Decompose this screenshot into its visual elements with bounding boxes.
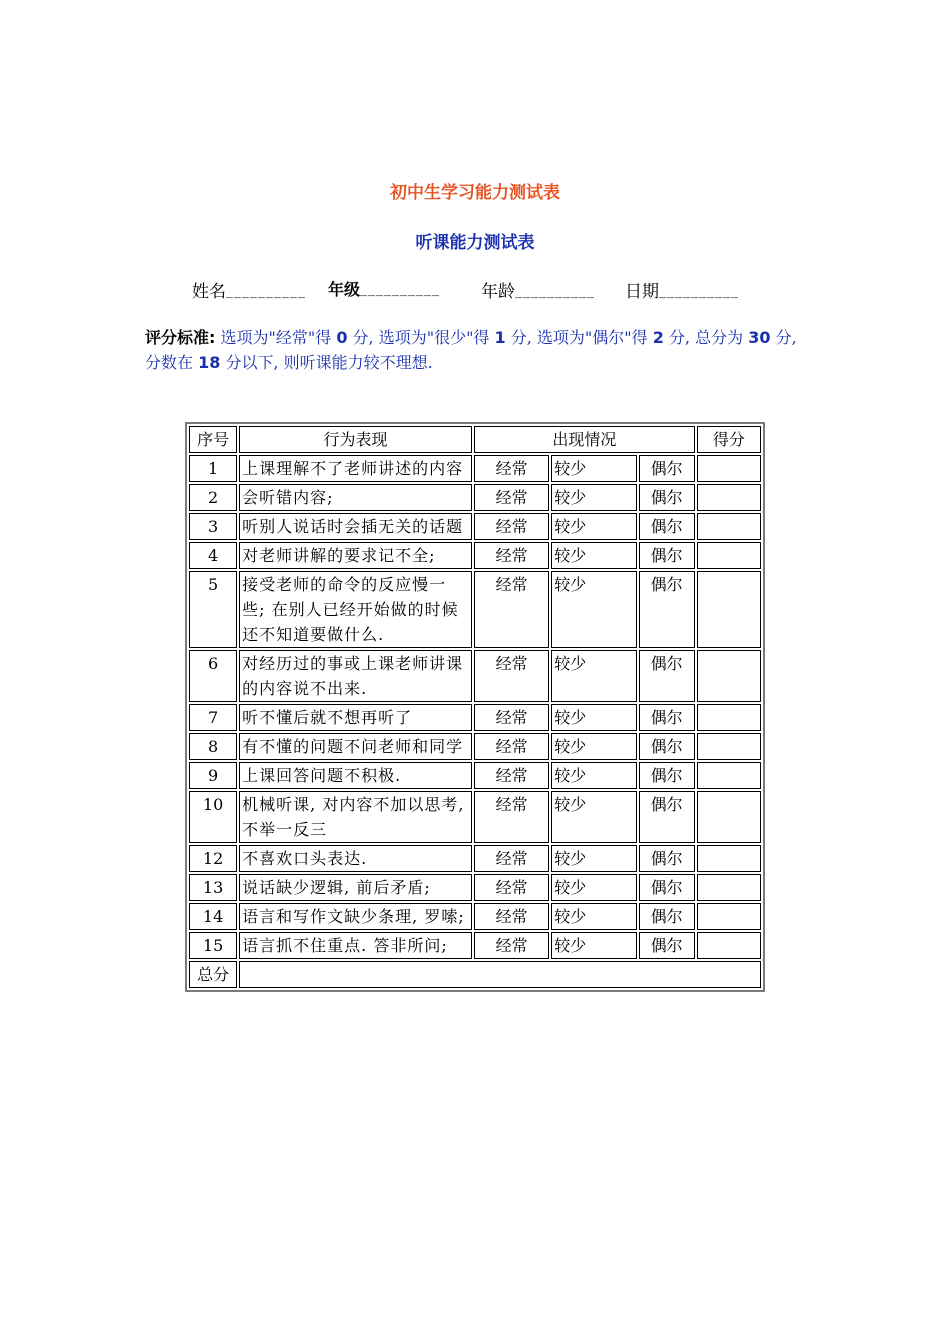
option-often: 经常: [474, 874, 549, 901]
header-occurrence: 出现情况: [474, 426, 695, 453]
row-number: 5: [189, 571, 237, 648]
row-score-cell[interactable]: [697, 845, 761, 872]
row-number: 14: [189, 903, 237, 930]
grade-label: 年级: [328, 280, 361, 299]
header-score: 得分: [697, 426, 761, 453]
option-occasionally: 偶尔: [639, 733, 695, 760]
table-header-row: [189, 426, 761, 453]
option-rarely: 较少: [551, 791, 636, 843]
name-label: 姓名: [192, 282, 226, 302]
option-occasionally: 偶尔: [639, 874, 695, 901]
total-row: [189, 961, 761, 988]
row-behavior: 机械听课, 对内容不加以思考, 不举一反三: [239, 791, 472, 843]
table-row: [189, 762, 761, 789]
option-rarely: 较少: [551, 704, 636, 731]
row-score-cell[interactable]: [697, 874, 761, 901]
table-row: [189, 903, 761, 930]
row-behavior: 对老师讲解的要求记不全;: [239, 542, 472, 569]
option-often: 经常: [474, 932, 549, 959]
sub-title: 听课能力测试表: [415, 233, 535, 253]
option-occasionally: 偶尔: [639, 571, 695, 648]
row-behavior: 上课回答问题不积极.: [239, 762, 472, 789]
criteria-number: 18: [198, 353, 221, 372]
date-label: 日期: [625, 282, 659, 302]
option-often: 经常: [474, 845, 549, 872]
table-row: [189, 791, 761, 843]
row-score-cell[interactable]: [697, 791, 761, 843]
criteria-text: 分, 选项为"偶尔"得: [505, 328, 653, 347]
option-often: 经常: [474, 733, 549, 760]
option-occasionally: 偶尔: [639, 513, 695, 540]
row-score-cell[interactable]: [697, 932, 761, 959]
grade-field: [328, 277, 440, 300]
criteria-label: 评分标准:: [145, 328, 216, 347]
row-number: 4: [189, 542, 237, 569]
table-row: [189, 932, 761, 959]
row-number: 13: [189, 874, 237, 901]
option-rarely: 较少: [551, 903, 636, 930]
name-blank: __________: [226, 283, 306, 299]
option-occasionally: 偶尔: [639, 791, 695, 843]
option-occasionally: 偶尔: [639, 932, 695, 959]
age-blank: __________: [515, 283, 595, 299]
criteria-text: 分, 分数在: [145, 328, 797, 372]
table-row: [189, 455, 761, 482]
option-often: 经常: [474, 571, 549, 648]
date-field: [625, 277, 739, 302]
row-number: 8: [189, 733, 237, 760]
header-behavior: 行为表现: [239, 426, 472, 453]
row-score-cell[interactable]: [697, 650, 761, 702]
criteria-text: 分, 选项为"很少"得: [347, 328, 495, 347]
option-occasionally: 偶尔: [639, 845, 695, 872]
option-often: 经常: [474, 762, 549, 789]
row-behavior: 说话缺少逻辑, 前后矛盾;: [239, 874, 472, 901]
main-title: 初中生学习能力测试表: [390, 183, 560, 203]
option-occasionally: 偶尔: [639, 704, 695, 731]
row-score-cell[interactable]: [697, 484, 761, 511]
table-row: [189, 513, 761, 540]
row-behavior: 接受老师的命令的反应慢一些; 在别人已经开始做的时候还不知道要做什么.: [239, 571, 472, 648]
row-behavior: 会听错内容;: [239, 484, 472, 511]
row-number: 2: [189, 484, 237, 511]
criteria-text: 选项为"经常"得: [215, 328, 337, 347]
row-number: 3: [189, 513, 237, 540]
total-label: 总分: [189, 961, 237, 988]
option-occasionally: 偶尔: [639, 542, 695, 569]
option-often: 经常: [474, 650, 549, 702]
total-value-cell[interactable]: [239, 961, 761, 988]
row-behavior: 有不懂的问题不问老师和同学: [239, 733, 472, 760]
row-score-cell[interactable]: [697, 903, 761, 930]
option-rarely: 较少: [551, 932, 636, 959]
row-score-cell[interactable]: [697, 571, 761, 648]
row-number: 6: [189, 650, 237, 702]
row-score-cell[interactable]: [697, 704, 761, 731]
option-rarely: 较少: [551, 733, 636, 760]
row-number: 1: [189, 455, 237, 482]
option-often: 经常: [474, 484, 549, 511]
table-row: [189, 571, 761, 648]
header-num: 序号: [189, 426, 237, 453]
option-rarely: 较少: [551, 650, 636, 702]
table-row: [189, 874, 761, 901]
table-row: [189, 704, 761, 731]
date-blank: __________: [659, 283, 739, 299]
option-rarely: 较少: [551, 513, 636, 540]
criteria-number: 1: [494, 328, 506, 347]
option-occasionally: 偶尔: [639, 455, 695, 482]
grade-blank: __________: [360, 281, 441, 297]
option-often: 经常: [474, 704, 549, 731]
row-behavior: 语言和写作文缺少条理, 罗嗦;: [239, 903, 472, 930]
name-field: [192, 277, 306, 302]
option-rarely: 较少: [551, 542, 636, 569]
table-row: [189, 733, 761, 760]
table-row: [189, 542, 761, 569]
option-often: 经常: [474, 542, 549, 569]
option-rarely: 较少: [551, 845, 636, 872]
table-row: [189, 650, 761, 702]
row-number: 9: [189, 762, 237, 789]
option-rarely: 较少: [551, 762, 636, 789]
age-field: [481, 277, 595, 302]
row-score-cell[interactable]: [697, 542, 761, 569]
option-often: 经常: [474, 791, 549, 843]
row-behavior: 听别人说话时会插无关的话题: [239, 513, 472, 540]
criteria-number: 2: [652, 328, 664, 347]
test-table: [185, 422, 765, 992]
row-number: 7: [189, 704, 237, 731]
option-occasionally: 偶尔: [639, 903, 695, 930]
option-rarely: 较少: [551, 455, 636, 482]
row-score-cell[interactable]: [697, 762, 761, 789]
option-rarely: 较少: [551, 874, 636, 901]
age-label: 年龄: [481, 282, 515, 302]
row-behavior: 语言抓不住重点. 答非所问;: [239, 932, 472, 959]
row-behavior: 听不懂后就不想再听了: [239, 704, 472, 731]
row-number: 10: [189, 791, 237, 843]
criteria-number: 0: [336, 328, 348, 347]
criteria-text: 分, 总分为: [663, 328, 749, 347]
option-rarely: 较少: [551, 484, 636, 511]
row-score-cell[interactable]: [697, 733, 761, 760]
option-occasionally: 偶尔: [639, 484, 695, 511]
scoring-criteria: [145, 325, 810, 375]
row-behavior: 不喜欢口头表达.: [239, 845, 472, 872]
criteria-number: 30: [748, 328, 771, 347]
option-occasionally: 偶尔: [639, 762, 695, 789]
option-often: 经常: [474, 455, 549, 482]
option-often: 经常: [474, 513, 549, 540]
info-row: [192, 277, 772, 301]
row-number: 12: [189, 845, 237, 872]
row-score-cell[interactable]: [697, 455, 761, 482]
option-occasionally: 偶尔: [639, 650, 695, 702]
table-row: [189, 484, 761, 511]
row-number: 15: [189, 932, 237, 959]
criteria-text: 分以下, 则听课能力较不理想.: [220, 353, 433, 372]
option-rarely: 较少: [551, 571, 636, 648]
table-row: [189, 845, 761, 872]
row-behavior: 对经历过的事或上课老师讲课的内容说不出来.: [239, 650, 472, 702]
row-score-cell[interactable]: [697, 513, 761, 540]
row-behavior: 上课理解不了老师讲述的内容: [239, 455, 472, 482]
option-often: 经常: [474, 903, 549, 930]
